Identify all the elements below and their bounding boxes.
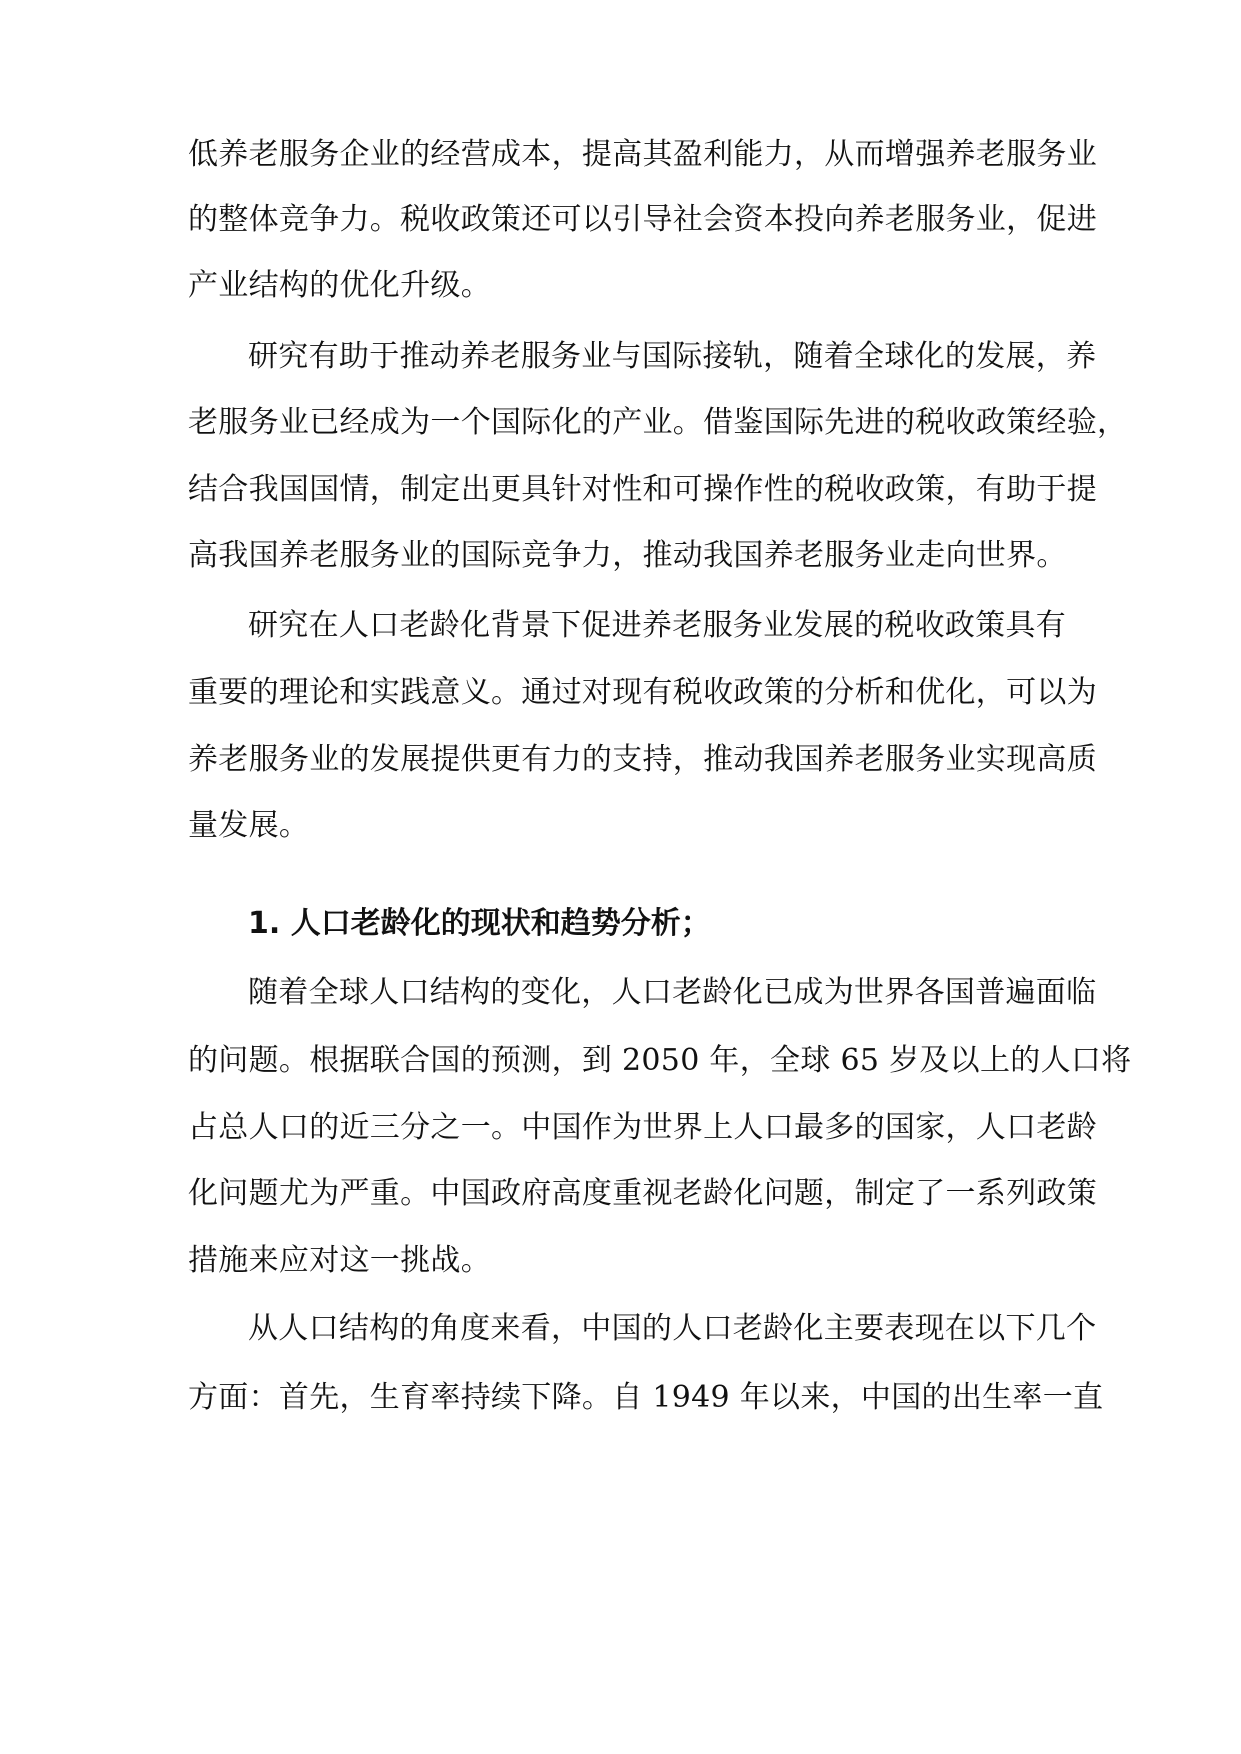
text-line: 从人口结构的角度来看，中国的人口老龄化主要表现在以下几个 <box>248 1311 1097 1346</box>
text-line: 高我国养老服务业的国际竞争力，推动我国养老服务业走向世界。 <box>188 538 1067 573</box>
text-line: 量发展。 <box>188 808 310 843</box>
text-line: 低养老服务企业的经营成本，提高其盈利能力，从而增强养老服务业 <box>188 137 1097 172</box>
text-line: 措施来应对这一挑战。 <box>188 1243 491 1278</box>
text-line: 产业结构的优化升级。 <box>188 268 491 303</box>
text-line: 方面：首先，生育率持续下降。自 1949 年以来，中国的出生率一直 <box>188 1380 1104 1415</box>
section-heading: 1. 人口老龄化的现状和趋势分析； <box>248 906 711 941</box>
text-line: 化问题尤为严重。中国政府高度重视老龄化问题，制定了一系列政策 <box>188 1176 1097 1211</box>
text-line: 结合我国国情，制定出更具针对性和可操作性的税收政策，有助于提 <box>188 472 1097 507</box>
text-line: 老服务业已经成为一个国际化的产业。借鉴国际先进的税收政策经验， <box>188 405 1128 440</box>
text-line: 研究在人口老龄化背景下促进养老服务业发展的税收政策具有 <box>248 608 1067 643</box>
text-line: 养老服务业的发展提供更有力的支持，推动我国养老服务业实现高质 <box>188 742 1097 777</box>
text-line: 的问题。根据联合国的预测，到 2050 年，全球 65 岁及以上的人口将 <box>188 1043 1132 1078</box>
text-line: 随着全球人口结构的变化，人口老龄化已成为世界各国普遍面临 <box>248 975 1097 1010</box>
text-line: 的整体竞争力。税收政策还可以引导社会资本投向养老服务业，促进 <box>188 202 1097 237</box>
text-line: 占总人口的近三分之一。中国作为世界上人口最多的国家，人口老龄 <box>188 1110 1097 1145</box>
text-line: 重要的理论和实践意义。通过对现有税收政策的分析和优化，可以为 <box>188 675 1097 710</box>
text-line: 研究有助于推动养老服务业与国际接轨，随着全球化的发展，养 <box>248 339 1097 374</box>
